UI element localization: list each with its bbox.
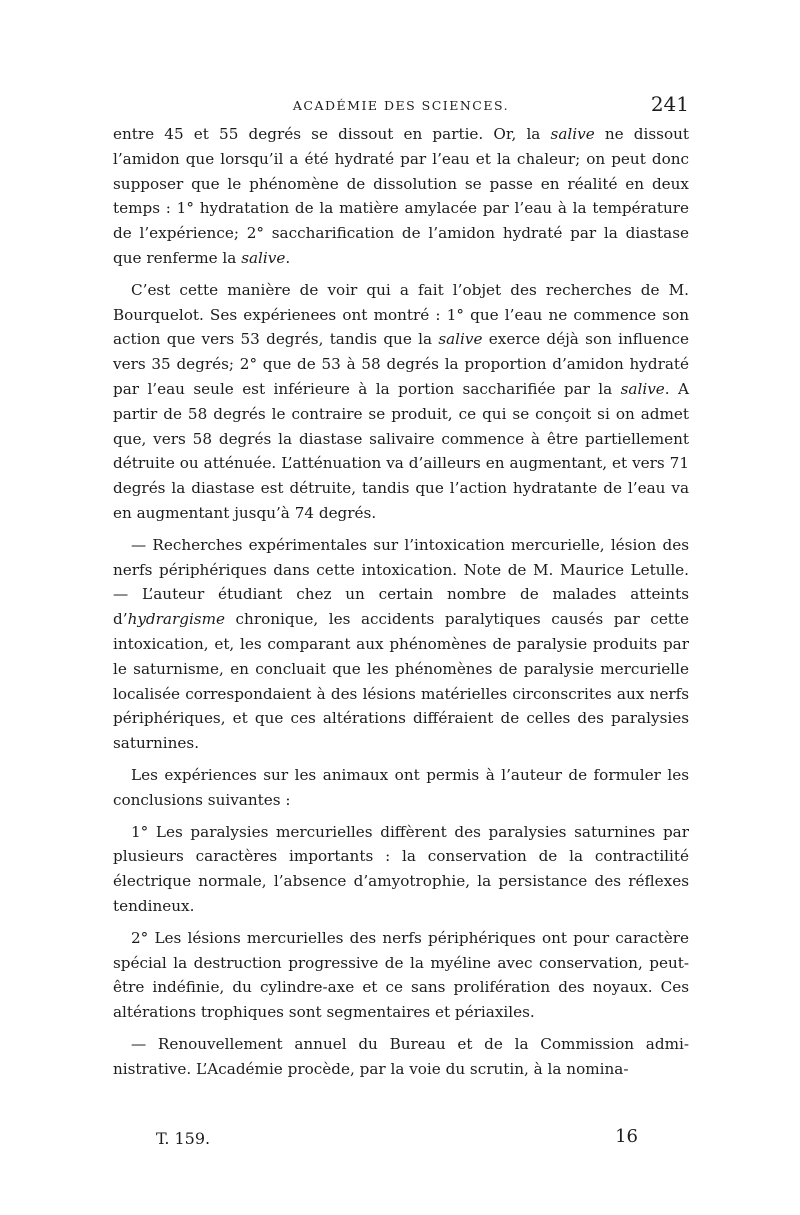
- italic-term: salive: [241, 248, 286, 267]
- paragraph-conclusion-1: 1° Les paralysies mercurielles diffèrent des paralysies saturnines par plusieurs caractères importants : la conservation de la contractilité électrique normale, l’absence d’amyotrophie, la persistance des réflexes tendineux.: [113, 822, 689, 915]
- running-head: [113, 92, 689, 122]
- body-text: [113, 122, 689, 1081]
- document-page: [113, 92, 689, 1088]
- paragraph-bourquelot: C’est cette manière de voir qui a fait l’objet des recherches de M. Bourquelot. Ses expérienees ont montré : 1° que l’eau ne commence son action que vers 53 degrés, tandis que la salive exerce déjà son influence vers 35 degrés; 2° que de 53 à 58 degrés la proportion d’amidon hydraté par l’eau seule est inférieure à la portion saccharifiée par la salive. A partir de 58 degrés le contraire se produit, ce qui se conçoit si on admet que, vers 58 degrés la diastase salivaire commence à être partiellement détruite ou atténuée. L’atténuation va d’ailleurs en augmentant, et vers 71 degrés la diastase est détruite, tandis que l’action hydratante de l’eau va en augmentant jusqu’à 74 degrés.: [113, 280, 689, 522]
- paragraph-experiences: Les expériences sur les animaux ont permis à l’auteur de formuler les conclusions suivantes :: [113, 765, 689, 809]
- volume-marker: T. 159.: [156, 1129, 211, 1148]
- paragraph-conclusion-2: 2° Les lésions mercurielles des nerfs périphériques ont pour caractère spécial la destruction progressive de la myéline avec conservation, peut-être indéfinie, du cylindre-axe et ce sans prolifération des noyaux. Ces altérations trophiques sont segmentaires et périaxiles.: [113, 928, 689, 1022]
- page-number: 241: [650, 92, 689, 116]
- page-footer: [156, 1126, 638, 1155]
- italic-term: salive: [620, 379, 665, 398]
- running-title: ACADÉMIE DES SCIENCES.: [292, 98, 510, 113]
- paragraph-intoxication-mercurielle: — Recherches expérimentales sur l’intoxication mercurielle, lésion des nerfs périphériques dans cette intoxication. Note de M. Maurice Letulle. — L’auteur étudiant chez un certain nombre de malades atteints d’hydrargisme chronique, les accidents paralytiques causés par cette intoxication, et, les comparant aux phénomènes de paralysie produits par le saturnisme, en concluait que les phénomènes de paralysie mercurielle localisée correspondaient à des lésions matérielles circonscrites aux nerfs périphériques, et que ces altérations différaient de celles des paralysies saturnines.: [113, 535, 689, 753]
- italic-term: hydrargisme: [127, 610, 225, 629]
- paragraph-renouvellement: — Renouvellement annuel du Bureau et de la Commission administrative. L’Académie procède, par la voie du scrutin, à la nomina-: [113, 1034, 689, 1078]
- paragraph-amidon-dissolution: entre 45 et 55 degrés se dissout en partie. Or, la salive ne dissout l’amidon que lorsqu’il a été hydraté par l’eau et la chaleur; on peut donc supposer que le phénomène de dissolution se passe en réalité en deux temps : 1° hydratation de la matière amylacée par l’eau à la température de l’expérience; 2° saccharification de l’amidon hydraté par la diastase que renferme la salive.: [113, 125, 689, 267]
- signature-number: 16: [615, 1126, 638, 1147]
- italic-term: salive: [438, 330, 483, 349]
- italic-term: salive: [550, 125, 595, 143]
